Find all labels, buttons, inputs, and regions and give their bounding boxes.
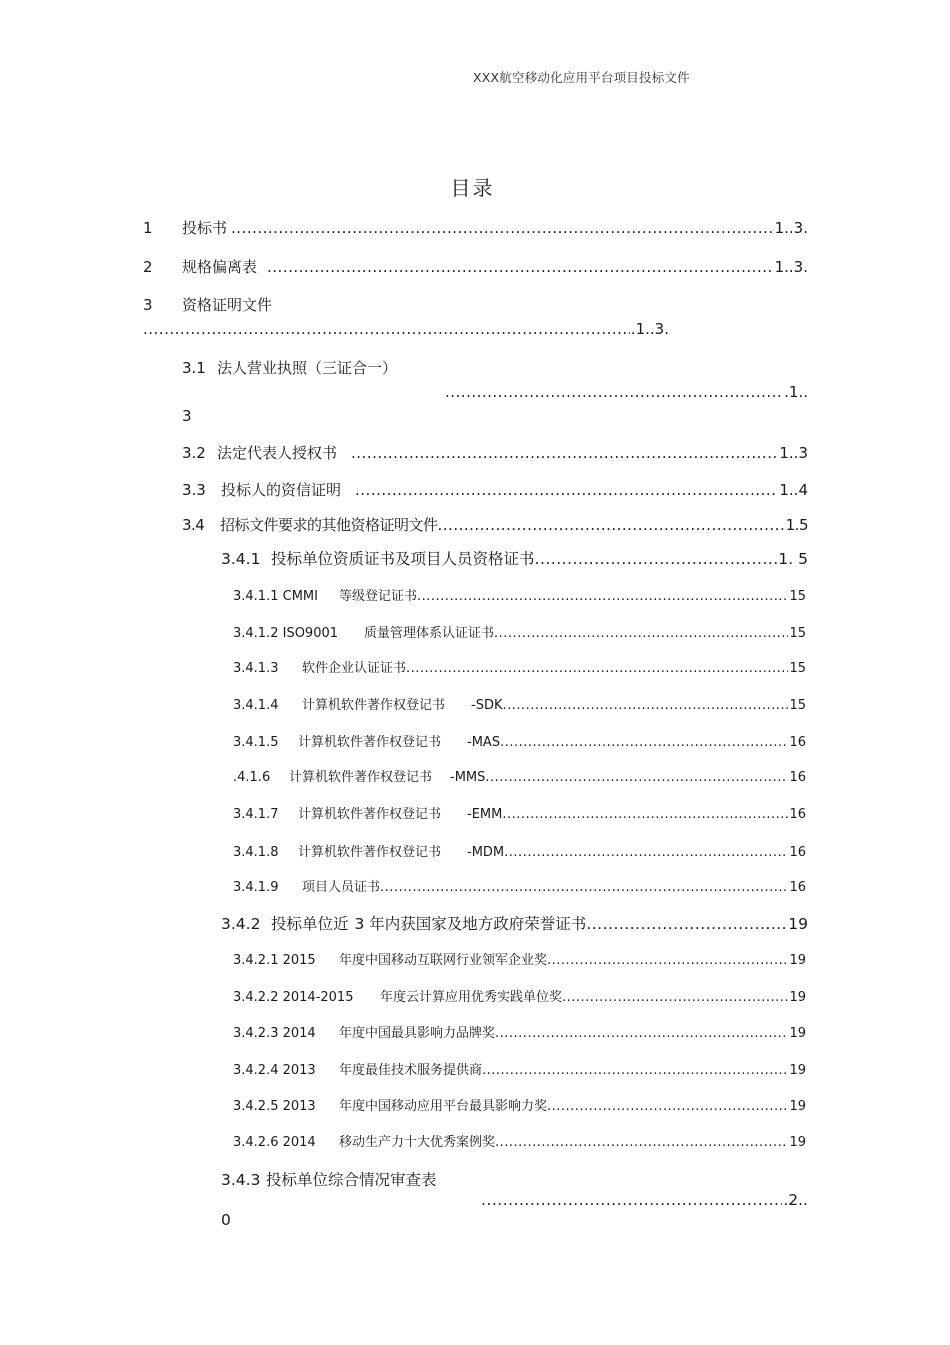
toc-entry-number: 3.4.3 — [221, 1171, 261, 1189]
toc-entry-page: 16 — [789, 845, 806, 860]
toc-entry-page: 16 — [789, 880, 806, 895]
toc-entry-3-3[interactable] — [182, 479, 808, 500]
toc-entry-title: 计算机软件著作权登记书 — [298, 807, 442, 822]
toc-entry-page: 19 — [789, 990, 806, 1005]
toc-entry-title: 法定代表人授权书 — [217, 444, 338, 462]
toc-entry-3-4-1-8[interactable] — [233, 841, 806, 860]
toc-entry-page: 15 — [789, 589, 806, 604]
toc-entry-page: .1.. — [784, 383, 808, 401]
dot-leader — [547, 953, 788, 968]
toc-entry-number: 3.4.2.1 2015 — [233, 953, 316, 968]
dot-leader — [482, 1063, 788, 1078]
toc-entry-page: 15 — [789, 626, 806, 641]
toc-entry-3-4-1-3[interactable] — [233, 657, 806, 676]
dot-leader — [445, 383, 783, 401]
toc-entry-title: 移动生产力十大优秀案例奖 — [339, 1135, 496, 1150]
toc-entry-number: 3 — [143, 296, 153, 314]
toc-entry-number: 3.4.2.5 2013 — [233, 1099, 316, 1114]
toc-entry-page: 19 — [789, 1063, 806, 1078]
toc-entry-3-4-1[interactable] — [221, 547, 808, 569]
dot-leader — [380, 880, 788, 895]
toc-entry-1[interactable] — [143, 217, 808, 238]
toc-entry-number: 3.4.2.2 2014-2015 — [233, 990, 354, 1005]
toc-entry-number: 3.4.2.3 2014 — [233, 1026, 316, 1041]
toc-entry-title: 软件企业认证证书 — [302, 661, 407, 676]
toc-entry-title: 年度中国最具影响力品牌奖 — [339, 1026, 496, 1041]
toc-entry-3-4-2-5[interactable] — [233, 1095, 806, 1114]
dot-leader — [500, 735, 788, 750]
toc-entry-3-4-2-2[interactable] — [233, 986, 806, 1005]
toc-entry-number: 3.4.1.5 — [233, 735, 279, 750]
toc-entry-title: 等级登记证书 — [339, 589, 418, 604]
toc-entry-page: 1..4 — [779, 481, 808, 499]
toc-entry-suffix: -SDK — [471, 698, 503, 713]
toc-entry-number: 3.4 — [182, 516, 205, 534]
dot-leader — [586, 915, 787, 933]
toc-entry-number: 3.4.2.6 2014 — [233, 1135, 316, 1150]
toc-entry-title: 投标人的资信证明 — [221, 481, 342, 499]
toc-entry-title: 投标单位近 — [271, 915, 349, 933]
toc-entry-title: 投标单位资质证书及项目人员资格证书 — [271, 550, 535, 568]
dot-leader — [495, 1026, 788, 1041]
toc-entry-title-cont: 3 年内获国家及地方政府荣誉证书 — [354, 915, 587, 933]
toc-entry-suffix: -MMS — [450, 770, 486, 785]
toc-entry-number: 3.4.1.7 — [233, 807, 279, 822]
dot-leader — [231, 219, 774, 237]
toc-entry-3-4-1-2[interactable] — [233, 622, 806, 641]
toc-entry-3-4-1-4[interactable] — [233, 694, 806, 713]
toc-entry-page: 15 — [789, 698, 806, 713]
toc-entry-page: .2.. — [783, 1191, 808, 1209]
dot-leader — [547, 1099, 788, 1114]
toc-entry-suffix: -MAS — [467, 735, 501, 750]
toc-entry-page: 1..3 — [779, 444, 808, 462]
toc-entry-page-continued: 0 — [221, 1211, 231, 1229]
toc-entry-number: 3.4.2 — [221, 915, 261, 933]
dot-leader — [502, 807, 788, 822]
toc-entry-3-4-2-3[interactable] — [233, 1022, 806, 1041]
toc-entry-number: 3.4.1.2 ISO9001 — [233, 626, 339, 641]
toc-entry-page: 16 — [789, 770, 806, 785]
toc-entry-number: 3.2 — [182, 444, 206, 462]
toc-entry-number: 3.1 — [182, 359, 206, 377]
toc-entry-number: 3.4.1.1 CMMI — [233, 589, 318, 604]
toc-entry-3-4-2-4[interactable] — [233, 1059, 806, 1078]
toc-entry-number: 3.4.1.4 — [233, 698, 279, 713]
dot-leader — [494, 626, 788, 641]
toc-entry-3-4-2[interactable] — [221, 912, 808, 934]
dot-leader — [495, 1135, 788, 1150]
toc-entry-title: 计算机软件著作权登记书 — [298, 735, 442, 750]
dot-leader — [485, 770, 788, 785]
toc-entry-title: 计算机软件著作权登记书 — [298, 845, 442, 860]
toc-entry-page: 19 — [789, 953, 806, 968]
dot-leader — [562, 990, 788, 1005]
dot-leader — [503, 698, 789, 713]
toc-entry-page: 1..3. — [774, 258, 808, 276]
dot-leader — [481, 1191, 782, 1209]
toc-entry-title: 法人营业执照（三证合一） — [217, 359, 398, 377]
toc-entry-3-2[interactable] — [182, 442, 808, 463]
toc-entry-page: 16 — [789, 735, 806, 750]
toc-entry-title: 项目人员证书 — [302, 880, 381, 895]
dot-leader — [355, 481, 778, 499]
toc-entry-title: 年度中国移动应用平台最具影响力奖 — [339, 1099, 548, 1114]
toc-entry-number: 3.4.1.8 — [233, 845, 279, 860]
toc-entry-page-continued: 3 — [182, 407, 192, 425]
dot-leader — [417, 589, 788, 604]
dot-leader — [267, 258, 774, 276]
toc-entry-number: 3.4.1.9 — [233, 880, 279, 895]
toc-entry-page: .1..3. — [630, 320, 669, 338]
toc-entry-title: 年度最佳技术服务提供商 — [339, 1063, 483, 1078]
toc-entry-page: 16 — [789, 807, 806, 822]
document-header: XXX航空移动化应用平台项目投标文件 — [473, 70, 690, 85]
toc-entry-page: 19 — [789, 1135, 806, 1150]
toc-entry-title: 规格偏离表 — [182, 258, 258, 276]
toc-entry-3-4-1-6[interactable] — [233, 766, 806, 785]
dot-leader — [438, 516, 785, 534]
toc-entry-2[interactable] — [143, 256, 808, 277]
toc-entry-title: 质量管理体系认证证书 — [364, 626, 495, 641]
toc-entry-page: 1..3. — [774, 219, 808, 237]
toc-entry-3-4-1-9[interactable] — [233, 876, 806, 895]
toc-entry-number: 2 — [143, 258, 153, 276]
toc-entry-3-4[interactable] — [182, 514, 808, 535]
toc-entry-suffix: -EMM — [467, 807, 503, 822]
toc-entry-title: 资格证明文件 — [182, 296, 273, 314]
toc-entry-number: .4.1.6 — [233, 770, 271, 785]
toc-entry-page: 19 — [789, 1026, 806, 1041]
dot-leader — [535, 550, 778, 568]
toc-entry-title: 计算机软件著作权登记书 — [289, 770, 433, 785]
toc-entry-title: 投标单位综合情况审查表 — [266, 1171, 437, 1189]
toc-entry-3-4-2-1[interactable] — [233, 949, 806, 968]
toc-entry-3-4-2-6[interactable] — [233, 1131, 806, 1150]
dot-leader — [143, 320, 630, 338]
toc-entry-title: 年度中国移动互联网行业领军企业奖 — [339, 953, 548, 968]
toc-entry-3-4-1-5[interactable] — [233, 731, 806, 750]
toc-entry-title: 招标文件要求的其他资格证明文件 — [220, 516, 438, 534]
toc-entry-number: 3.3 — [182, 481, 206, 499]
toc-entry-title: 年度云计算应用优秀实践单位奖 — [380, 990, 563, 1005]
toc-entry-3-4-1-7[interactable] — [233, 803, 806, 822]
toc-entry-page: 1. 5 — [778, 550, 808, 568]
toc-entry-title: 计算机软件著作权登记书 — [302, 698, 446, 713]
toc-entry-page: 19 — [788, 915, 808, 933]
dot-leader — [351, 444, 778, 462]
toc-entry-page: 19 — [789, 1099, 806, 1114]
toc-entry-3-4-1-1[interactable] — [233, 585, 806, 604]
toc-entry-title: 投标书 — [182, 219, 228, 237]
dot-leader — [504, 845, 788, 860]
toc-entry-page: 15 — [789, 661, 806, 676]
toc-title: 目录 — [450, 176, 495, 200]
toc-entry-page: 1.5 — [785, 516, 808, 534]
toc-entry-number: 1 — [143, 219, 153, 237]
dot-leader — [406, 661, 788, 676]
toc-entry-number: 3.4.2.4 2013 — [233, 1063, 316, 1078]
toc-entry-number: 3.4.1.3 — [233, 661, 279, 676]
toc-entry-number: 3.4.1 — [221, 550, 261, 568]
toc-entry-suffix: -MDM — [467, 845, 505, 860]
